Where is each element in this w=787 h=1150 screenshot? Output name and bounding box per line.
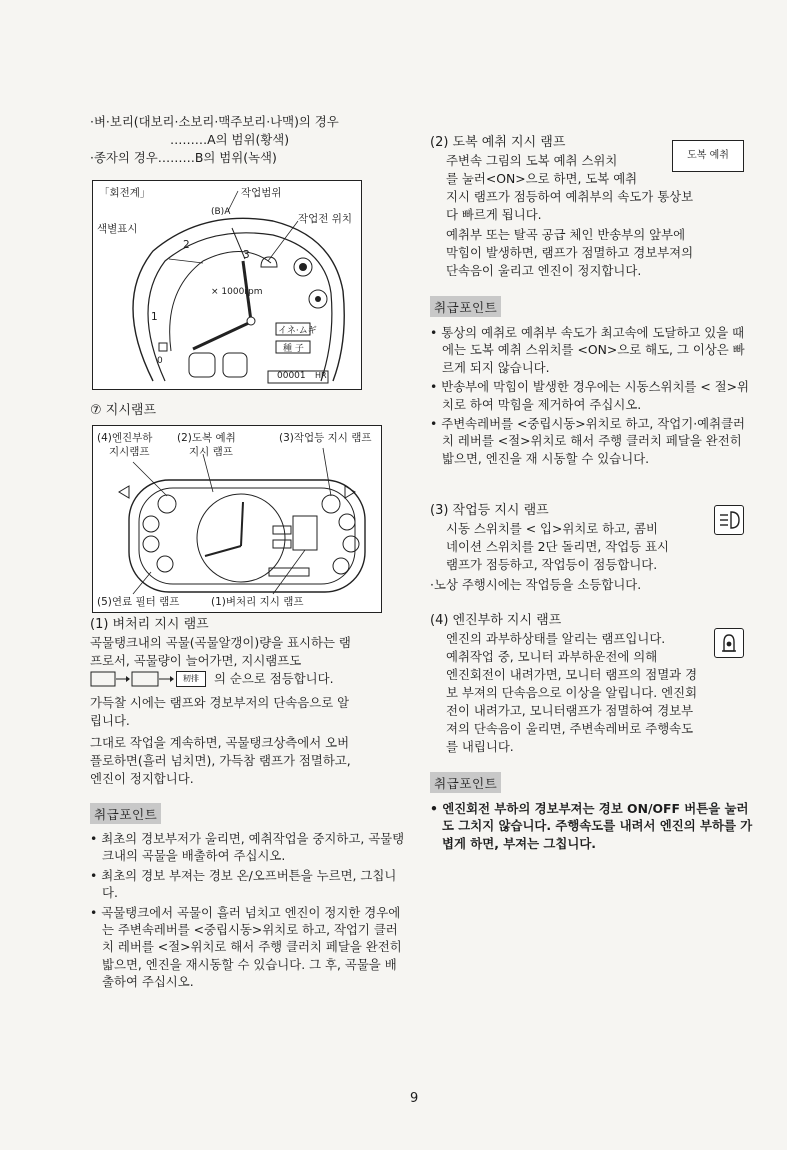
badge-rice-wheat: イネ·ムギ <box>278 326 317 336</box>
sec2-l1: 주변속 그림의 도복 예취 스위치 <box>446 153 618 168</box>
sec1-p1-l2: 프로서, 곡물량이 늘어가면, 지시램프도 <box>90 653 302 668</box>
work-light-label: (3)작업등 지시 램프 <box>279 432 372 444</box>
tachometer-label: 「회전계」 <box>99 187 151 199</box>
left-note-1: • 최초의 경보부저가 울리면, 예취작업을 중지하고, 곡물탱크내의 곡물을 배출하여 주십시오. <box>90 831 405 864</box>
handling-point-tag-right-1: 취급포인트 <box>430 296 501 317</box>
sec1-p3-l3: 엔진이 정지합니다. <box>90 771 194 786</box>
sec4-l7: 를 내립니다. <box>446 739 514 754</box>
sec4-l1: 엔진의 과부하상태를 알리는 램프입니다. <box>446 631 666 646</box>
right-notes-list-1 <box>430 324 754 467</box>
intro-line-3: ·종자의 경우………B의 범위(녹색) <box>90 150 277 165</box>
sec4-title: (4) 엔진부하 지시 램프 <box>430 613 562 628</box>
hour-meter: 00001 <box>277 371 306 381</box>
sec1-p2-l2: 립니다. <box>90 713 130 728</box>
sec2-l6: 막힘이 발생하면, 램프가 점멸하고 경보부져의 <box>446 245 694 260</box>
left-note-2: • 최초의 경보 부져는 경보 온/오프버튼을 누르면, 그칩니다. <box>90 867 397 901</box>
hour-unit: HR <box>315 371 327 380</box>
left-note-3: • 곡물탱크에서 곡물이 흘러 넘치고 엔진이 정지한 경우에는 주변속레버를 <중립시동>위치로 하고, 작업기 클러치 레버를 <절>위치로 해서 주행 클러치 페달을 완전히 밟으면, 엔진을 재시동할 수 있습니다. 그 후, 곡물을 배출하여 주십시오. <box>90 904 402 990</box>
clog-lamp-box: 도복 예취 <box>672 140 744 172</box>
sec4-l5: 전이 내려가고, 모니터램프가 점멸하여 경보부 <box>446 703 694 718</box>
fuel-filter-label: (5)연료 필터 램프 <box>97 596 180 608</box>
sec2-title: (2) 도복 예취 지시 램프 <box>430 135 566 150</box>
sec4-l3: 엔진회전이 내려가면, 모니터 램프의 점멸과 경 <box>446 667 698 682</box>
sec4-l2: 예취작업 중, 모니터 과부하운전에 의해 <box>446 649 658 664</box>
work-light-icon <box>715 506 743 534</box>
grain-sequence-icons <box>90 671 210 687</box>
sec2-l4: 다 빠르게 됩니다. <box>446 207 542 222</box>
work-light-lamp-icon <box>714 505 744 535</box>
dial-number-2: 2 <box>183 239 190 251</box>
sec1-title: (1) 벼처리 지시 램프 <box>90 617 209 632</box>
indicator-lamps-figure <box>92 425 382 613</box>
sec1-sequence-text: 의 순으로 점등합니다. <box>214 671 334 686</box>
left-notes-list <box>90 830 408 991</box>
engine-load-icon <box>715 629 743 657</box>
right-note-1: • 통상의 예취로 예취부 속도가 최고속에 도달하고 있을 때에는 도복 예취 스위치를 <ON>으로 해도, 그 이상은 빠르게 되지 않습니다. <box>430 325 745 375</box>
intro-line-2: ………A의 범위(황색) <box>170 132 290 147</box>
handling-point-tag-left: 취급포인트 <box>90 803 161 824</box>
engine-load-lamp-icon <box>714 628 744 658</box>
sec1-p3-l1: 그대로 작업을 계속하면, 곡물탱크상측에서 오버 <box>90 735 350 750</box>
work-range-label: 작업범위 <box>241 187 282 199</box>
sec2-l3: 지시 램프가 점등하여 예취부의 속도가 통상보 <box>446 189 694 204</box>
sec3-title: (3) 작업등 지시 램프 <box>430 503 549 518</box>
sec3-l3: 램프가 점등하고, 작업등이 점등합니다. <box>446 557 658 572</box>
dial-number-1: 1 <box>151 311 158 323</box>
sec2-l7: 단속음이 울리고 엔진이 정지합니다. <box>446 263 642 278</box>
engine-load-label-2: 지시램프 <box>109 446 150 458</box>
right-note-2: • 반송부에 막힘이 발생한 경우에는 시동스위치를 < 절>위치로 하여 막힘을 제거하여 주십시오. <box>430 379 749 412</box>
dial-number-3: 3 <box>243 249 250 261</box>
sec4-l4: 보 부져의 단속음으로 이상을 알립니다. 엔진회 <box>446 685 698 700</box>
sec2-l2: 를 눌러<ON>으로 하면, 도복 예취 <box>446 171 638 186</box>
section7-title: ⑦ 지시램프 <box>90 403 157 418</box>
dial-scale-text: × 1000rpm <box>211 287 263 297</box>
page-number: 9 <box>410 1091 419 1106</box>
engine-load-label: (4)엔진부하 <box>97 432 153 444</box>
sec4-l6: 져의 단속음이 울리면, 주변속레버로 주행속도 <box>446 721 694 736</box>
clog-label-2: 지시 램프 <box>189 446 233 458</box>
badge-seed: 種 子 <box>283 344 304 354</box>
grain-full-badge: 籾排 <box>176 671 206 687</box>
right-note-engine: • 엔진회전 부하의 경보부져는 경보 ON/OFF 버튼을 눌러도 그치지 않습니다. 주행속도를 내려서 엔진의 부하를 가볍게 하면, 부져는 그칩니다. <box>430 801 753 851</box>
intro-line-1: ·벼·보리(대보리·소보리·맥주보리·나맥)의 경우 <box>90 114 339 129</box>
sec3-l4: ·노상 주행시에는 작업등을 소등합니다. <box>430 577 642 592</box>
sec3-l2: 네이션 스위치를 2단 돌리면, 작업등 표시 <box>446 539 670 554</box>
clog-label: (2)도복 예취 <box>177 432 236 444</box>
dial-number-0: 0 <box>157 356 163 366</box>
sec1-p1-l1: 곡물탱크내의 곡물(곡물알갱이)량을 표시하는 램 <box>90 635 351 650</box>
grain-lamp-label: (1)벼처리 지시 램프 <box>211 596 304 608</box>
right-notes-list-2 <box>430 800 754 852</box>
right-note-3: • 주변속레버를 <중립시동>위치로 하고, 작업기·예취클러치 레버를 <절>위치로 해서 주행 클러치 페달을 완전히 밟으면, 엔진을 재 시동할 수 있습니다. <box>430 416 746 466</box>
tachometer-figure <box>92 180 362 390</box>
color-display-label: 색별표시 <box>97 223 138 235</box>
pre-work-position-label: 작업전 위치 <box>298 213 353 225</box>
dial-ab-marks: (B)A <box>211 207 231 217</box>
sec2-l5: 예취부 또는 탈곡 공급 체인 반송부의 앞부에 <box>446 227 686 242</box>
handling-point-tag-right-2: 취급포인트 <box>430 772 501 793</box>
sec1-p2-l1: 가득찰 시에는 램프와 경보부저의 단속음으로 알 <box>90 695 350 710</box>
sec3-l1: 시동 스위치를 < 입>위치로 하고, 콤비 <box>446 521 658 536</box>
sec1-p3-l2: 플로하면(흘러 넘치면), 가득참 램프가 점멸하고, <box>90 753 351 768</box>
